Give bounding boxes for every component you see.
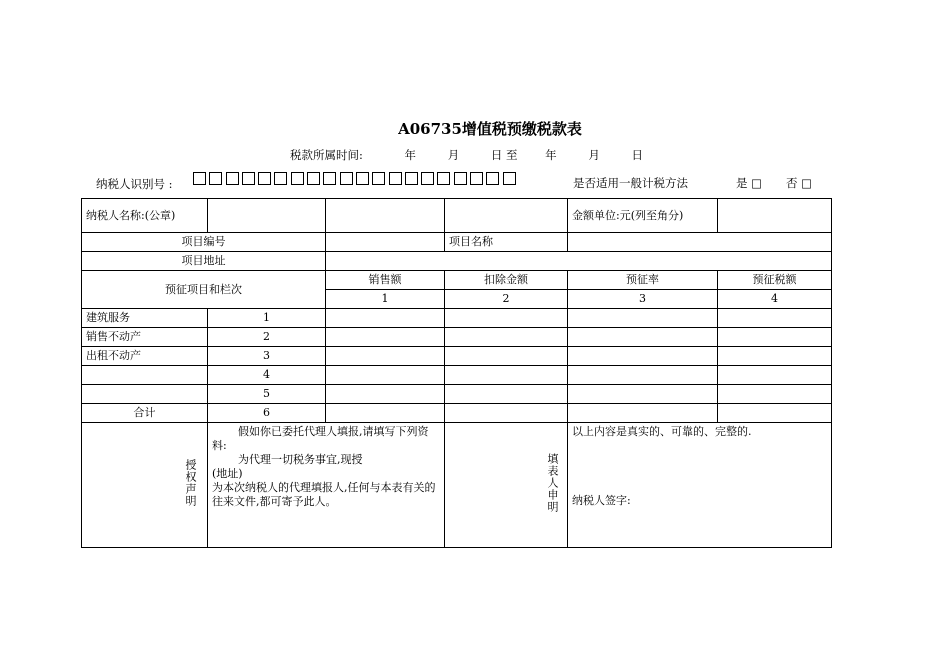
authorization-label-cell — [82, 423, 208, 548]
items-header: 预征项目和栏次 — [82, 271, 326, 309]
taxpayer-id-digit-box[interactable] — [503, 172, 516, 185]
month-end: 月 — [588, 148, 600, 162]
project-number-field[interactable] — [326, 233, 445, 252]
table-row — [82, 366, 832, 385]
row-line: 3 — [208, 347, 326, 366]
row-line: 4 — [208, 366, 326, 385]
row-name: 销售不动产 — [82, 328, 208, 347]
col-sales-header: 销售额 — [326, 271, 445, 290]
taxpayer-id-digit-box[interactable] — [389, 172, 402, 185]
taxpayer-id-digit-box[interactable] — [486, 172, 499, 185]
taxpayer-id-digit-box[interactable] — [258, 172, 271, 185]
value-cell[interactable] — [568, 347, 718, 366]
value-cell[interactable] — [326, 385, 445, 404]
value-cell[interactable] — [445, 366, 568, 385]
value-cell[interactable] — [326, 404, 445, 423]
project-address-field[interactable] — [326, 252, 832, 271]
value-cell[interactable] — [568, 309, 718, 328]
value-cell[interactable] — [568, 385, 718, 404]
col-number: 4 — [718, 290, 832, 309]
value-cell[interactable] — [718, 404, 832, 423]
value-cell[interactable] — [718, 347, 832, 366]
taxpayer-id-digit-box[interactable] — [405, 172, 418, 185]
value-cell[interactable] — [445, 385, 568, 404]
row-line: 5 — [208, 385, 326, 404]
form-title: A06735增值税预缴税款表 — [398, 120, 582, 138]
value-cell[interactable] — [718, 366, 832, 385]
value-cell[interactable] — [445, 328, 568, 347]
authorization-label: 授权声明 — [184, 459, 197, 507]
value-cell[interactable] — [445, 404, 568, 423]
authorization-statement[interactable] — [208, 423, 445, 548]
taxpayer-id-digit-box[interactable] — [193, 172, 206, 185]
value-cell[interactable] — [326, 309, 445, 328]
blank-cell[interactable] — [718, 199, 832, 233]
col-number: 3 — [568, 290, 718, 309]
row-name-total: 合计 — [82, 404, 208, 423]
value-cell[interactable] — [718, 328, 832, 347]
tax-period — [290, 147, 643, 163]
value-cell[interactable] — [718, 385, 832, 404]
col-number: 2 — [445, 290, 568, 309]
col-number: 1 — [326, 290, 445, 309]
taxpayer-id-digit-box[interactable] — [209, 172, 222, 185]
table-row-total — [82, 404, 832, 423]
blank-cell[interactable] — [445, 199, 568, 233]
auth-text-3: (地址) — [212, 467, 243, 480]
col-rate-header: 预征率 — [568, 271, 718, 290]
taxpayer-id-digit-box[interactable] — [372, 172, 385, 185]
taxpayer-id-digit-box[interactable] — [323, 172, 336, 185]
taxpayer-id-label: 纳税人识别号 : — [96, 177, 173, 191]
taxpayer-name-field-2[interactable] — [326, 199, 445, 233]
table-row — [82, 328, 832, 347]
taxpayer-id-digit-box[interactable] — [356, 172, 369, 185]
table-row — [82, 385, 832, 404]
row-line: 6 — [208, 404, 326, 423]
filler-declaration-label: 填表人申明 — [546, 453, 559, 513]
col-deduction-header: 扣除金额 — [445, 271, 568, 290]
value-cell[interactable] — [445, 309, 568, 328]
general-method-no-checkbox[interactable]: 否 □ — [786, 176, 813, 190]
taxpayer-id-boxes[interactable] — [193, 172, 516, 185]
col-tax-header: 预征税额 — [718, 271, 832, 290]
declaration-cell[interactable] — [568, 423, 832, 548]
taxpayer-id-digit-box[interactable] — [242, 172, 255, 185]
auth-text-4: 为本次纳税人的代理填报人,任何与本表有关的往来文件,都可寄予此人。 — [212, 481, 436, 508]
taxpayer-id-digit-box[interactable] — [437, 172, 450, 185]
month-start: 月 — [447, 148, 460, 162]
year-end: 年 — [545, 148, 557, 162]
general-method-yes-checkbox[interactable]: 是 □ — [736, 176, 763, 190]
auth-text-1: 假如你已委托代理人填报,请填写下列资料: — [212, 425, 429, 452]
table-row — [82, 309, 832, 328]
signature-label: 纳税人签字: — [572, 494, 631, 507]
value-cell[interactable] — [718, 309, 832, 328]
taxpayer-name-field[interactable] — [208, 199, 326, 233]
value-cell[interactable] — [326, 328, 445, 347]
row-name[interactable] — [82, 385, 208, 404]
taxpayer-id-digit-box[interactable] — [470, 172, 483, 185]
value-cell[interactable] — [568, 366, 718, 385]
taxpayer-id-digit-box[interactable] — [226, 172, 239, 185]
project-address-label: 项目地址 — [82, 252, 326, 271]
project-name-field[interactable] — [568, 233, 832, 252]
taxpayer-id-digit-box[interactable] — [274, 172, 287, 185]
general-method-question: 是否适用一般计税方法 — [573, 176, 688, 190]
project-name-label: 项目名称 — [445, 233, 568, 252]
value-cell[interactable] — [445, 347, 568, 366]
value-cell[interactable] — [326, 366, 445, 385]
day-start-to: 日 至 — [490, 148, 518, 162]
row-line: 1 — [208, 309, 326, 328]
declaration-text: 以上内容是真实的、可靠的、完整的. — [572, 425, 752, 438]
taxpayer-name-label: 纳税人名称:(公章) — [82, 199, 208, 233]
project-number-label: 项目编号 — [82, 233, 326, 252]
taxpayer-id-digit-box[interactable] — [291, 172, 304, 185]
day-end: 日 — [631, 148, 643, 162]
value-cell[interactable] — [568, 404, 718, 423]
taxpayer-id-digit-box[interactable] — [340, 172, 353, 185]
table-row — [82, 347, 832, 366]
taxpayer-id-digit-box[interactable] — [454, 172, 467, 185]
filler-label-cell — [445, 423, 568, 548]
year-start: 年 — [404, 148, 417, 162]
value-cell[interactable] — [326, 347, 445, 366]
taxpayer-id-digit-box[interactable] — [421, 172, 434, 185]
auth-text-2: 为代理一切税务事宜,现授 — [238, 453, 363, 466]
row-name: 出租不动产 — [82, 347, 208, 366]
row-name: 建筑服务 — [82, 309, 208, 328]
value-cell[interactable] — [568, 328, 718, 347]
row-name[interactable] — [82, 366, 208, 385]
taxpayer-id-digit-box[interactable] — [307, 172, 320, 185]
prepaid-tax-table — [81, 198, 832, 548]
row-line: 2 — [208, 328, 326, 347]
tax-period-label: 税款所属时间: — [290, 148, 363, 162]
amount-unit: 金额单位:元(列至角分) — [568, 199, 718, 233]
